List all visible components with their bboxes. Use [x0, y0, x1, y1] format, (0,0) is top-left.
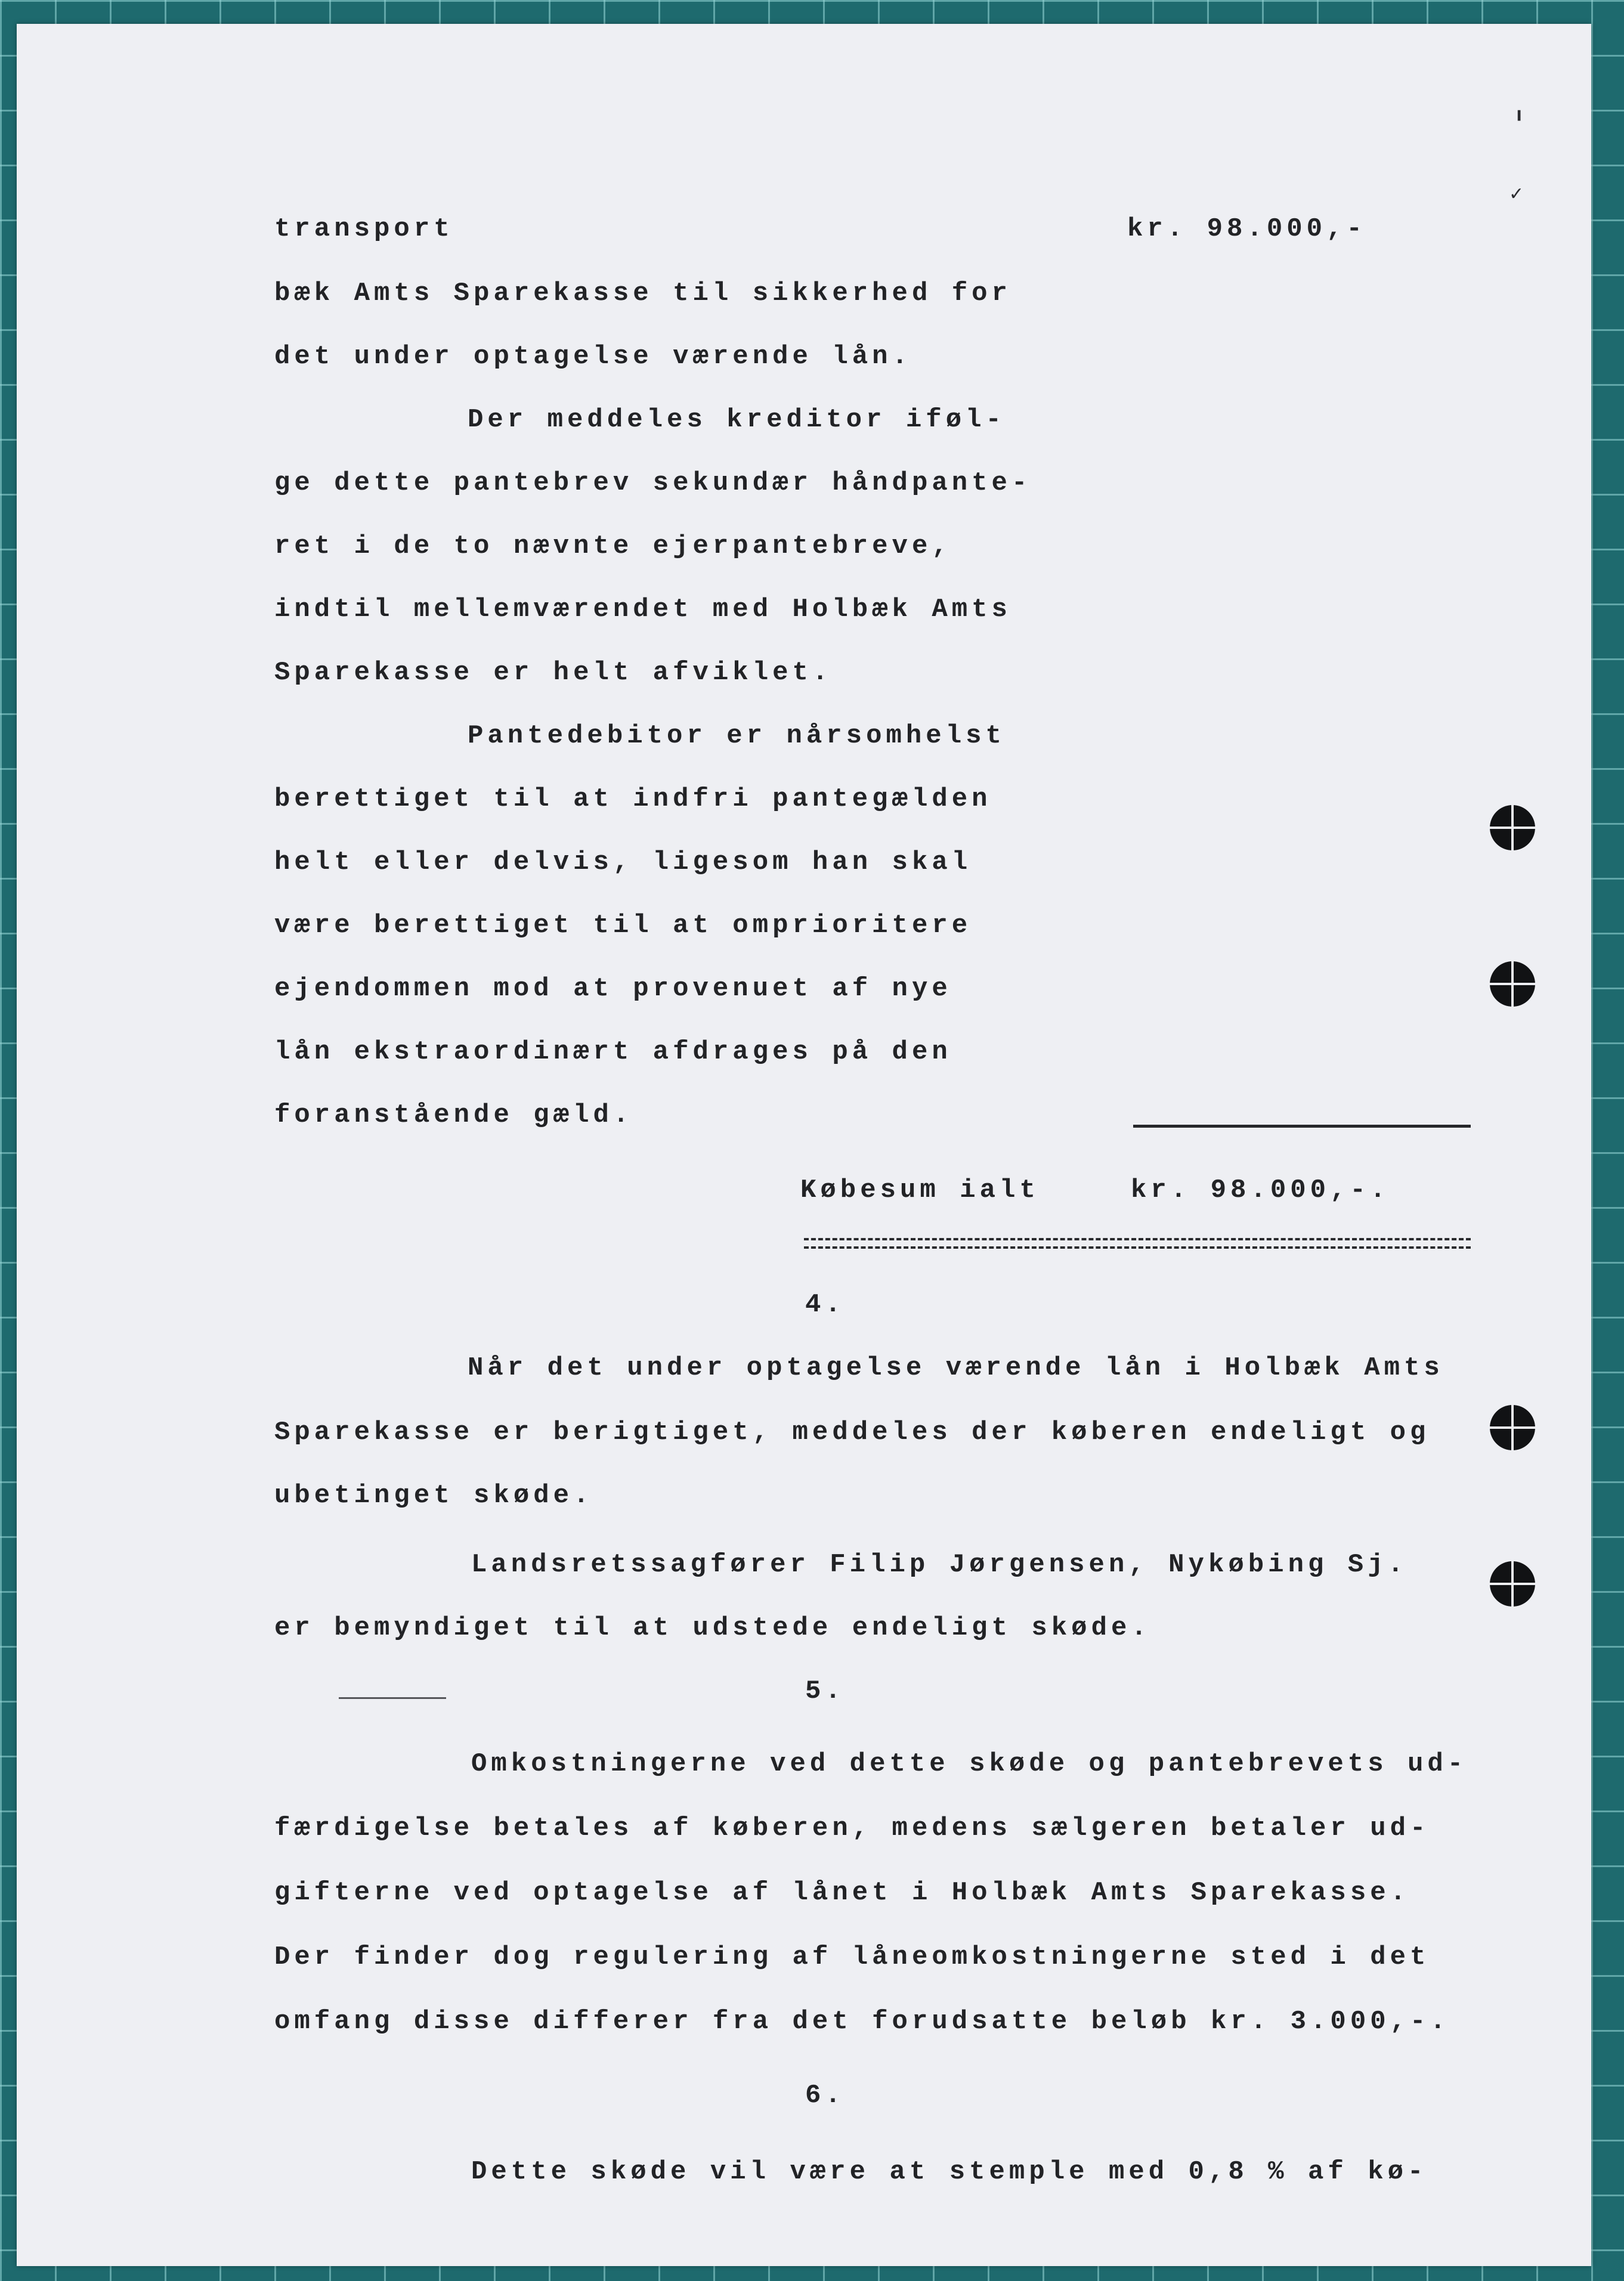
double-underline	[804, 1238, 1471, 1249]
text-line: Sparekasse er berigtiget, meddeles der køberen endeligt og	[274, 1417, 1430, 1447]
text-line: foranstående gæld.	[274, 1100, 633, 1130]
punch-hole	[1490, 1561, 1535, 1607]
transport-amount: kr. 98.000,-	[1127, 214, 1366, 244]
punch-hole	[1490, 1405, 1535, 1450]
section-number-6: 6.	[805, 2081, 845, 2110]
transport-label: transport	[274, 214, 454, 244]
text-line: indtil mellemværendet med Holbæk Amts	[274, 595, 1011, 624]
margin-check-mark: ✓	[1509, 184, 1524, 205]
section-number-4: 4.	[805, 1290, 845, 1320]
punch-hole	[1490, 961, 1535, 1007]
text-line: lån ekstraordinært afdrages på den	[274, 1037, 952, 1067]
text-line: berettiget til at indfri pantegælden	[274, 784, 992, 814]
total-amount: kr. 98.000,-.	[1131, 1175, 1390, 1205]
paper-sheet	[17, 24, 1591, 2266]
text-line: færdigelse betales af køberen, medens sælgeren betaler ud-	[274, 1813, 1430, 1843]
text-line: Når det under optagelse værende lån i Holbæk Amts	[468, 1353, 1444, 1383]
text-line: Dette skøde vil være at stemple med 0,8 % af kø-	[471, 2157, 1428, 2187]
text-line: bæk Amts Sparekasse til sikkerhed for	[274, 278, 1011, 308]
text-line: Pantedebitor er nårsomhelst	[468, 721, 1006, 751]
text-line: Sparekasse er helt afviklet.	[274, 658, 833, 688]
text-line: Landsretssagfører Filip Jørgensen, Nykøbing Sj.	[471, 1550, 1408, 1580]
punch-hole	[1490, 805, 1535, 850]
text-line: ret i de to nævnte ejerpantebreve,	[274, 531, 952, 561]
text-line: Der finder dog regulering af låneomkostningerne sted i det	[274, 1942, 1430, 1972]
text-line: det under optagelse værende lån.	[274, 342, 912, 372]
sum-underline	[1133, 1125, 1471, 1128]
text-line: er bemyndiget til at udstede endeligt skøde.	[274, 1613, 1151, 1643]
faint-rule	[339, 1697, 446, 1699]
margin-mark: ╻	[1514, 100, 1525, 121]
text-line: Der meddeles kreditor iføl-	[468, 405, 1006, 435]
text-line: være berettiget til at omprioritere	[274, 911, 972, 940]
text-line: ge dette pantebrev sekundær håndpante-	[274, 468, 1032, 498]
text-line: Omkostningerne ved dette skøde og pantebrevets ud-	[471, 1749, 1468, 1779]
section-number-5: 5.	[805, 1676, 845, 1706]
total-label: Købesum ialt	[800, 1175, 1040, 1205]
text-line: ejendommen mod at provenuet af nye	[274, 974, 952, 1004]
text-line: omfang disse differer fra det forudsatte beløb kr. 3.000,-.	[274, 2007, 1450, 2037]
text-line: ubetinget skøde.	[274, 1481, 593, 1511]
text-line: gifterne ved optagelse af lånet i Holbæk Amts Sparekasse.	[274, 1878, 1410, 1908]
text-line: helt eller delvis, ligesom han skal	[274, 847, 972, 877]
